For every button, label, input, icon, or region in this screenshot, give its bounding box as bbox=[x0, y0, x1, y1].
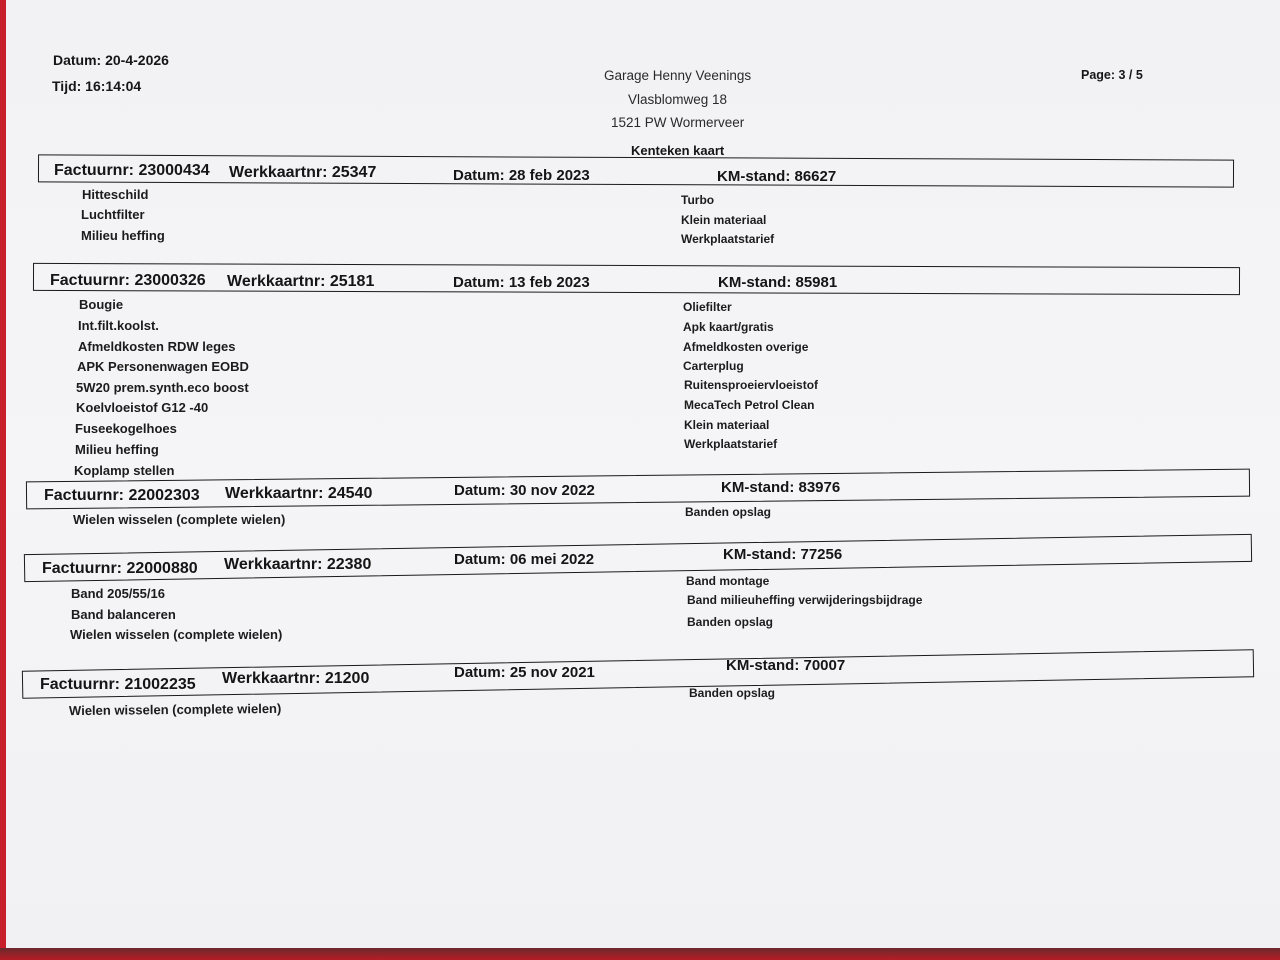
table-surface bbox=[0, 948, 1280, 960]
line-item: Fuseekogelhoes bbox=[75, 421, 177, 436]
line-item: MecaTech Petrol Clean bbox=[684, 398, 815, 412]
paper-page bbox=[6, 0, 1280, 948]
line-item: Milieu heffing bbox=[81, 228, 165, 243]
line-item: Band montage bbox=[686, 574, 770, 588]
km-reading: KM-stand: 70007 bbox=[726, 657, 846, 674]
invoice-header-box bbox=[22, 649, 1254, 698]
invoice-header-box bbox=[38, 154, 1234, 187]
line-item: Ruitensproeiervloeistof bbox=[684, 378, 819, 392]
invoice-date: Datum: 13 feb 2023 bbox=[453, 274, 590, 291]
workcard-number: Werkkaartnr: 21200 bbox=[222, 670, 370, 687]
print-time: Tijd: 16:14:04 bbox=[52, 78, 142, 94]
document-title: Kenteken kaart bbox=[631, 143, 725, 158]
workcard-number: Werkkaartnr: 22380 bbox=[224, 556, 372, 573]
line-item: Band milieuheffing verwijderingsbijdrage bbox=[687, 593, 923, 607]
line-item: Hitteschild bbox=[82, 187, 149, 202]
line-item: Luchtfilter bbox=[81, 207, 145, 222]
page-number: Page: 3 / 5 bbox=[1081, 68, 1143, 82]
invoice-date: Datum: 30 nov 2022 bbox=[454, 482, 595, 499]
invoice-date: Datum: 25 nov 2021 bbox=[454, 664, 595, 681]
km-reading: KM-stand: 83976 bbox=[721, 479, 841, 496]
line-item: Bougie bbox=[79, 297, 124, 312]
print-date: Datum: 20-4-2026 bbox=[53, 52, 169, 68]
line-item: Oliefilter bbox=[683, 300, 732, 314]
invoice-number: Factuurnr: 23000326 bbox=[50, 272, 206, 289]
invoice-header-box bbox=[26, 469, 1250, 510]
invoice-number: Factuurnr: 21002235 bbox=[40, 676, 196, 693]
line-item: Werkplaatstarief bbox=[684, 437, 778, 451]
line-item: Milieu heffing bbox=[75, 442, 159, 457]
line-item: Werkplaatstarief bbox=[681, 232, 775, 246]
line-item: Koelvloeistof G12 -40 bbox=[76, 400, 209, 415]
invoice-number: Factuurnr: 22002303 bbox=[44, 487, 200, 504]
invoice-number: Factuurnr: 22000880 bbox=[42, 560, 198, 577]
garage-city: 1521 PW Wormerveer bbox=[611, 115, 745, 130]
km-reading: KM-stand: 86627 bbox=[717, 168, 837, 185]
invoice-header-box bbox=[33, 263, 1240, 295]
line-item: Koplamp stellen bbox=[74, 463, 175, 478]
garage-name: Garage Henny Veenings bbox=[604, 68, 752, 83]
line-item: APK Personenwagen EOBD bbox=[77, 359, 249, 374]
line-item: Afmeldkosten overige bbox=[683, 340, 809, 354]
line-item: Klein materiaal bbox=[681, 213, 767, 227]
line-item: Banden opslag bbox=[687, 615, 774, 629]
invoice-date: Datum: 28 feb 2023 bbox=[453, 167, 590, 184]
invoice-date: Datum: 06 mei 2022 bbox=[454, 551, 595, 568]
line-item: Band 205/55/16 bbox=[71, 586, 165, 601]
line-item: Int.filt.koolst. bbox=[78, 318, 159, 333]
km-reading: KM-stand: 85981 bbox=[718, 274, 838, 291]
line-item: Band balanceren bbox=[71, 607, 176, 622]
line-item: Carterplug bbox=[683, 359, 744, 373]
workcard-number: Werkkaartnr: 25347 bbox=[229, 164, 377, 181]
garage-street: Vlasblomweg 18 bbox=[628, 92, 728, 107]
invoice-header-box bbox=[24, 534, 1252, 582]
workcard-number: Werkkaartnr: 25181 bbox=[227, 273, 375, 290]
line-item: Klein materiaal bbox=[684, 418, 770, 432]
line-item: Wielen wisselen (complete wielen) bbox=[68, 700, 282, 719]
invoice-number: Factuurnr: 23000434 bbox=[54, 162, 210, 179]
line-item: 5W20 prem.synth.eco boost bbox=[76, 380, 249, 395]
workcard-number: Werkkaartnr: 24540 bbox=[225, 485, 373, 502]
line-item: Afmeldkosten RDW leges bbox=[78, 339, 236, 354]
line-item: Wielen wisselen (complete wielen) bbox=[73, 512, 286, 527]
line-item: Turbo bbox=[681, 193, 715, 207]
line-item: Banden opslag bbox=[685, 505, 772, 519]
line-item: Wielen wisselen (complete wielen) bbox=[70, 627, 283, 642]
km-reading: KM-stand: 77256 bbox=[723, 546, 843, 563]
line-item: Apk kaart/gratis bbox=[683, 320, 774, 334]
line-item: Banden opslag bbox=[689, 686, 776, 700]
